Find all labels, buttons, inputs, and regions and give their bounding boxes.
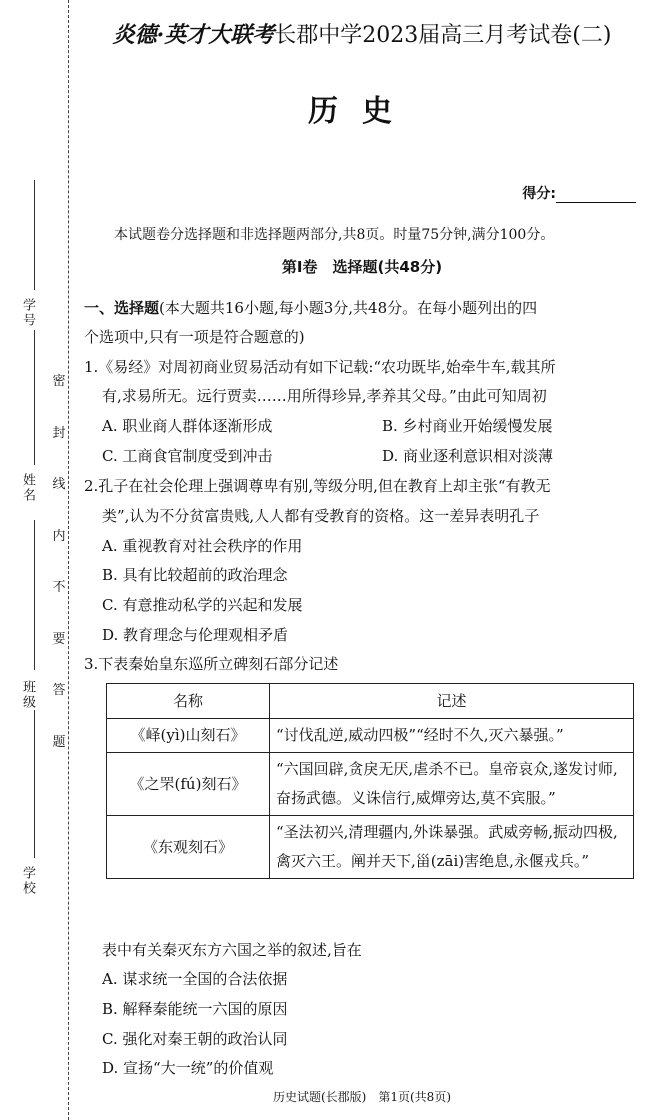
- table-cell-text: “讨伐乱逆,威动四极”“经时不久,灭六暴强。”: [270, 719, 634, 753]
- binding-dashed-line: [68, 0, 69, 1120]
- section-intro-heading: 一、选择题: [84, 299, 160, 317]
- q1-option-b[interactable]: B. 乡村商业开始缓慢发展: [382, 417, 553, 435]
- brand-name: 炎德·英才大联考: [112, 22, 275, 48]
- q3-option-d[interactable]: D. 宣扬“大一统”的价值观: [102, 1059, 274, 1077]
- seal-char: 密: [52, 374, 66, 389]
- class-field[interactable]: [34, 520, 35, 670]
- q1-option-d[interactable]: D. 商业逐利意识相对淡薄: [382, 447, 554, 465]
- class-label: 班级: [20, 680, 35, 710]
- seal-char: 不: [52, 580, 66, 596]
- seal-char: 内: [52, 528, 66, 544]
- seal-char: 题: [52, 734, 66, 750]
- school-label: 学校: [20, 866, 35, 896]
- q3-option-a[interactable]: A. 谋求统一全国的合法依据: [102, 970, 288, 988]
- q3-stem: 3.下表秦始皇东巡所立碑刻石部分记述: [84, 655, 339, 673]
- table-row: [107, 719, 634, 753]
- subject-title: 历史: [308, 94, 416, 129]
- q2-stem-line1: 2.孔子在社会伦理上强调尊卑有别,等级分明,但在教育上却主张“有教无: [84, 477, 551, 495]
- exam-notice: 本试题卷分选择题和非选择题两部分,共8页。时量75分钟,满分100分。: [114, 227, 555, 243]
- exam-title: [84, 18, 640, 49]
- q3-question: 表中有关秦灭东方六国之举的叙述,旨在: [102, 941, 362, 959]
- seal-char: 要: [52, 631, 66, 647]
- q3-option-b[interactable]: B. 解释秦能统一六国的原因: [102, 1000, 288, 1018]
- score-label: 得分:: [522, 186, 556, 202]
- student-id-field[interactable]: [34, 180, 35, 290]
- section-intro-text: (本大题共16小题,每小题3分,共48分。在每小题列出的四: [159, 299, 538, 317]
- table-cell-name: 《东观刻石》: [107, 816, 270, 879]
- name-label: 姓名: [20, 473, 35, 503]
- seal-char: 封: [52, 425, 66, 441]
- page-footer: 历史试题(长郡版) 第1页(共8页): [273, 1090, 451, 1104]
- table-cell-text: “圣法初兴,清理疆内,外诛暴强。武威旁畅,振动四极,禽灭六王。阐并天下,甾(zāi)害绝息,永偃戎兵。”: [270, 816, 634, 879]
- q2-option-d[interactable]: D. 教育理念与伦理观相矛盾: [102, 626, 289, 644]
- section-title: 第Ⅰ卷 选择题(共48分): [281, 258, 443, 276]
- q2-stem-line2: 类”,认为不分贫富贵贱,人人都有受教育的资格。这一差异表明孔子: [102, 507, 540, 525]
- q3-option-c[interactable]: C. 强化对秦王朝的政治认同: [102, 1030, 288, 1048]
- seal-char: 答: [52, 683, 66, 699]
- stone-inscription-table: [106, 683, 634, 879]
- q2-option-a[interactable]: A. 重视教育对社会秩序的作用: [102, 537, 303, 555]
- table-header-row: [107, 684, 634, 719]
- q2-option-c[interactable]: C. 有意推动私学的兴起和发展: [102, 596, 303, 614]
- name-field[interactable]: [34, 330, 35, 465]
- section-intro: [84, 298, 537, 318]
- student-id-label: 学号: [20, 298, 35, 328]
- score-box: [522, 183, 636, 203]
- table-row: [107, 753, 634, 816]
- table-cell-text: “六国回辟,贪戾无厌,虐杀不已。皇帝哀众,遂发讨师,奋扬武德。义诛信行,威燀旁达,莫不宾服。”: [270, 753, 634, 816]
- q1-stem-line2: 有,求易所无。远行贾卖……用所得珍异,孝养其父母。”由此可知周初: [102, 387, 547, 405]
- score-blank[interactable]: [556, 188, 636, 203]
- q1-stem-line1: 1.《易经》对周初商业贸易活动有如下记载:“农功既毕,始牵牛车,载其所: [84, 358, 556, 376]
- section-intro-line2: 个选项中,只有一项是符合题意的): [84, 328, 305, 346]
- table-header-name: 名称: [107, 684, 270, 719]
- seal-char: 线: [52, 477, 66, 493]
- q1-option-c[interactable]: C. 工商食官制度受到冲击: [102, 447, 273, 465]
- school-field[interactable]: [34, 710, 35, 858]
- table-cell-name: 《之罘(fú)刻石》: [107, 753, 270, 816]
- q1-option-a[interactable]: A. 职业商人群体逐渐形成: [102, 417, 273, 435]
- table-header-record: 记述: [270, 684, 634, 719]
- table-cell-name: 《峄(yì)山刻石》: [107, 719, 270, 753]
- exam-name: 长郡中学2023届高三月考试卷(二): [274, 23, 612, 48]
- q2-option-b[interactable]: B. 具有比较超前的政治理念: [102, 566, 288, 584]
- table-row: [107, 816, 634, 879]
- seal-line-notice: [52, 370, 66, 750]
